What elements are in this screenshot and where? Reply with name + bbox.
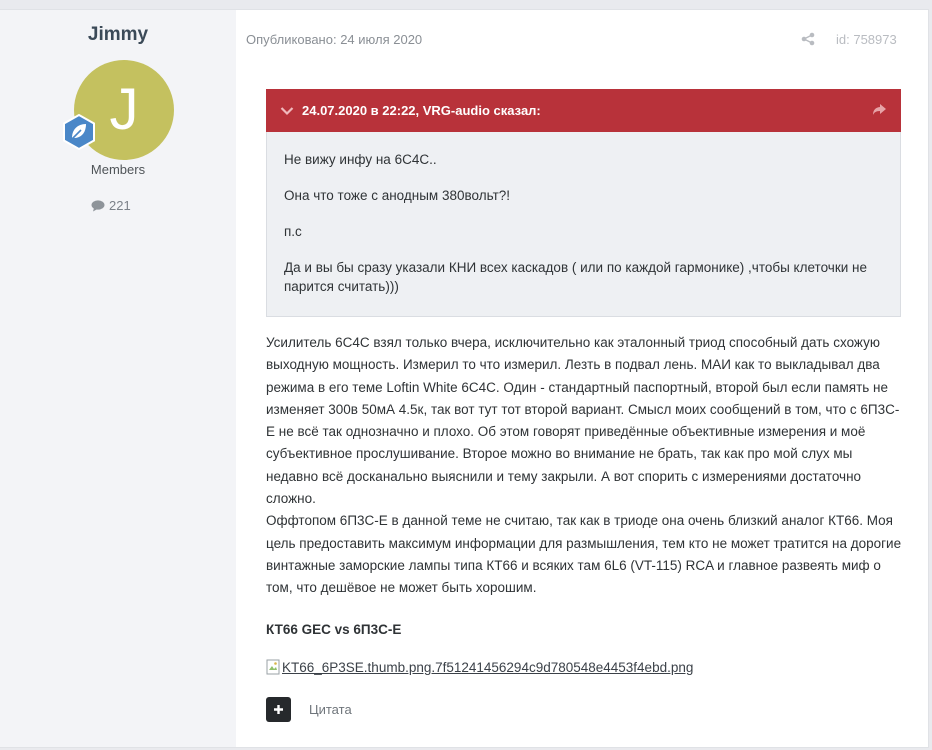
chevron-down-icon[interactable] (280, 106, 294, 116)
plus-icon (273, 704, 284, 715)
share-icon[interactable] (801, 32, 815, 46)
author-name[interactable]: Jimmy (87, 24, 149, 45)
forum-post (0, 9, 929, 748)
quote-content (266, 132, 901, 317)
quote-citation: 24.07.2020 в 22:22, VRG-audio сказал: (302, 103, 541, 118)
post-id[interactable]: id: 758973 (836, 32, 897, 47)
attachment-link[interactable] (266, 659, 693, 675)
reply-arrow-icon[interactable] (872, 103, 887, 116)
quote-line: Она что тоже с анодным 380вольт?! (284, 188, 511, 203)
post-body (266, 332, 906, 600)
quote-line: п.с (284, 224, 302, 239)
post-paragraph: Усилитель 6С4С взял только вчера, исключительно как эталонный триод способный дать схожую выходную мощность. Измерил то что измерил. Лезть в подвал лень. МАИ как то выкладывал два режима в его теме Loftin White 6С4С. Один - стандартный паспортный, второй был если память не изменяет 300в 50мА 4.5к, так вот тут тот второй вариант. Смысл моих сообщений в том, что с 6П3С-Е не всё так однозначно и плохо. Об этом говорят приведённые объективные измерения и моё субъективное прослушивание. Второе можно во внимание не брать, так как про мой слух мы недавно всё досканально выяснили и тему закрыли. А вот спорить с измерениями достаточно сложно. (266, 335, 900, 507)
multiquote-button[interactable] (266, 697, 291, 722)
quote-line: Да и вы бы сразу указали КНИ всех каскадов ( или по каждой гармонике) ,чтобы клеточки не парится считать))) (284, 260, 867, 294)
quote-header[interactable] (266, 89, 901, 132)
attachment-filename[interactable]: KT66_6P3SE.thumb.png.7f51241456294c9d780548e4453f4ebd.png (282, 659, 694, 675)
broken-image-icon (266, 659, 280, 675)
avatar-letter: J (109, 76, 139, 142)
quote-line: Не вижу инфу на 6С4С.. (284, 152, 437, 167)
post-paragraph: Оффтопом 6П3С-Е в данной теме не считаю, так как в триоде она очень близкий аналог КТ66. Моя цель предоставить максимум информации для размышления, тем кто не может тратится на дорогие винтажные заморские лампы типа КТ66 и всяких там 6L6 (VT-115) RCA и главное развеять миф о том, что дешёвое не может быть хорошим. (266, 513, 902, 596)
post-subheading: КТ66 GEC vs 6П3С-Е (266, 622, 402, 637)
author-group: Members (90, 162, 146, 177)
comment-icon (91, 200, 105, 212)
quote-button[interactable]: Цитата (309, 702, 352, 717)
post-count-value: 221 (109, 198, 131, 213)
leaf-badge-icon (61, 114, 97, 150)
published-date[interactable]: Опубликовано: 24 июля 2020 (246, 32, 423, 47)
post-count (91, 198, 131, 213)
author-panel (0, 10, 236, 747)
